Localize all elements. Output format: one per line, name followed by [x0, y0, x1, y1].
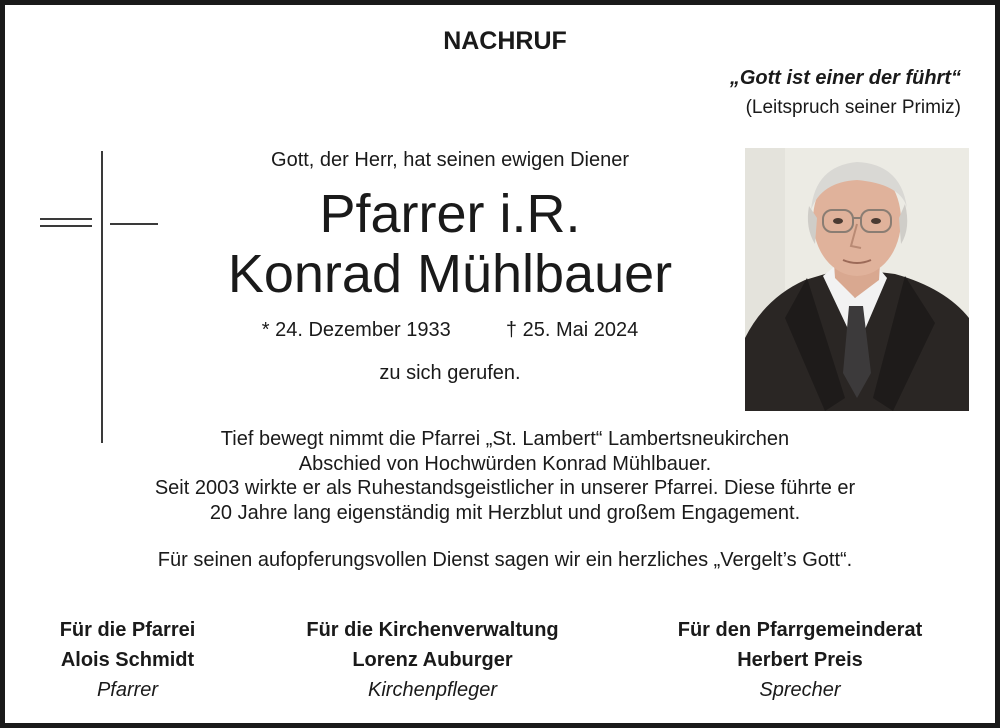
cross-horizontal-line-right — [110, 223, 158, 225]
signature-name: Alois Schmidt — [60, 649, 195, 671]
body-line: Abschied von Hochwürden Konrad Mühlbauer. — [298, 452, 712, 475]
signature-title: Sprecher — [759, 679, 841, 701]
intro-text: Gott, der Herr, hat seinen ewigen Diener — [271, 149, 629, 171]
death-date: † 25. Mai 2024 — [505, 319, 639, 341]
called-text: zu sich gerufen. — [379, 362, 521, 384]
signature-block — [25, 615, 230, 705]
signature-block — [625, 615, 975, 705]
signature-role: Für den Pfarrgemeinderat — [677, 619, 923, 641]
portrait-photo — [745, 148, 969, 411]
body-line: Seit 2003 wirkte er als Ruhestandsgeistlicher in unserer Pfarrei. Diese führte er — [154, 477, 856, 499]
motto-note: (Leitspruch seiner Primiz) — [745, 97, 961, 118]
obituary-body — [65, 427, 945, 525]
signature-title: Kirchenpfleger — [368, 679, 497, 701]
birth-date: * 24. Dezember 1933 — [261, 319, 451, 341]
signature-role: Für die Pfarrei — [59, 619, 196, 641]
thanks-text: Für seinen aufopferungsvollen Dienst sagen wir ein herzliches „Vergelt’s Gott“. — [157, 549, 853, 571]
notice-heading: NACHRUF — [443, 27, 567, 55]
signature-name: Herbert Preis — [737, 649, 863, 671]
life-dates — [195, 319, 705, 342]
signature-name: Lorenz Auburger — [352, 649, 513, 671]
motto-quote: „Gott ist einer der führt“ — [729, 67, 961, 89]
cross-vertical-line — [101, 151, 103, 443]
signature-role: Für die Kirchenverwaltung — [306, 619, 559, 641]
cross-horizontal-line-left-bottom — [40, 225, 92, 227]
body-line: Tief bewegt nimmt die Pfarrei „St. Lambert“ Lambertsneukirchen — [220, 428, 790, 450]
cross-horizontal-line-left-top — [40, 218, 92, 220]
deceased-title: Pfarrer i.R. — [319, 184, 581, 244]
signature-block — [260, 615, 605, 705]
body-line: 20 Jahre lang eigenständig mit Herzblut und großem Engagement. — [209, 501, 801, 524]
signature-title: Pfarrer — [96, 679, 159, 701]
deceased-name: Konrad Mühlbauer — [227, 244, 673, 304]
